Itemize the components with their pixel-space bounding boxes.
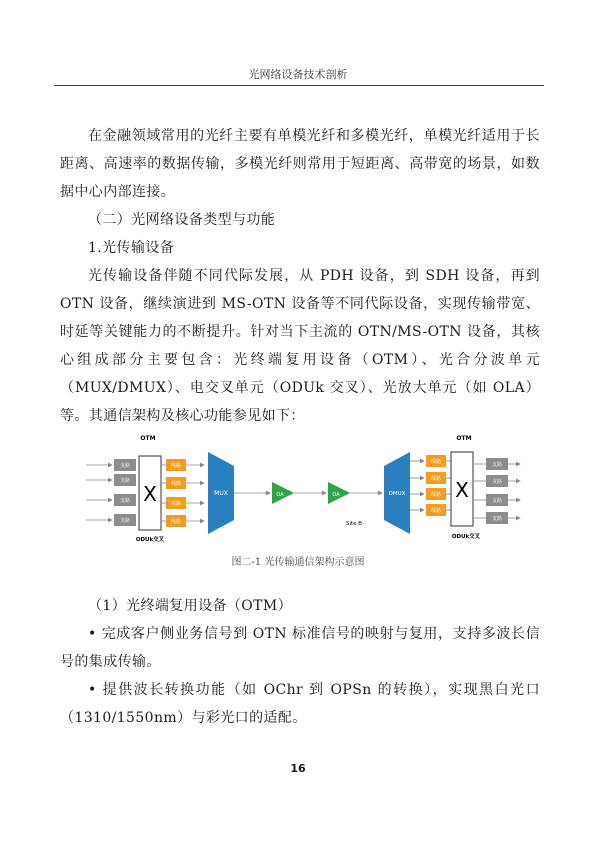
subsection-heading-transmission: 1.光传输设备 — [88, 240, 175, 256]
optical-amplifier-left — [272, 482, 294, 504]
dmux-label: DMUX — [388, 491, 406, 497]
right-client-outputs — [473, 458, 520, 524]
architecture-diagram — [86, 430, 522, 542]
optical-amplifier-right — [328, 482, 350, 504]
line-box-label: 线路 — [170, 519, 182, 525]
left-cross-connect — [139, 456, 161, 530]
oa-label: OA — [332, 492, 340, 498]
line-box-label: 线路 — [430, 492, 442, 498]
line-box-label: 线路 — [170, 501, 182, 507]
oa-label: OA — [276, 492, 284, 498]
page-header: 光网络设备技术剖析 — [248, 68, 348, 81]
right-cross-connect — [451, 452, 473, 526]
right-line-boxes — [410, 455, 451, 516]
client-box-label: 支路 — [119, 463, 131, 469]
client-box-label: 支路 — [491, 479, 503, 485]
line-box-label: 线路 — [430, 476, 442, 482]
client-box-label: 支路 — [491, 516, 503, 522]
mux-label: MUX — [214, 490, 228, 497]
oduk-left-label: ODUk交叉 — [135, 537, 165, 542]
cross-symbol: X — [143, 482, 157, 506]
client-box-label: 支路 — [119, 498, 131, 504]
figure-caption: 图二-1 光传输通信架构示意图 — [231, 557, 365, 568]
page-number: 16 — [290, 762, 306, 775]
line-box-label: 线路 — [430, 508, 442, 514]
paragraph-transmission-devices: 光传输设备伴随不同代际发展，从 PDH 设备，到 SDH 设备，再到 OTN 设备，继续演进到 MS-OTN 设备等不同代际设备，实现传输带宽、时延等关键能力的不断提升。针对当下主流的 OTN/MS-OTN 设备，其核心组成部分主要包含：光终端复用设备（OTM）、光合分波单元（MUX/DMUX）、电交叉单元（ODUk 交叉）、光放大单元（如 OLA）等。其通信架构及核心功能参见如下： — [60, 268, 540, 424]
left-line-boxes — [161, 459, 204, 527]
client-box-label: 支路 — [119, 518, 131, 524]
left-client-inputs — [86, 459, 136, 526]
line-box-label: 线路 — [170, 481, 182, 487]
client-box-label: 支路 — [119, 478, 131, 484]
subsection-heading-otm: （1）光终端复用设备（OTM） — [88, 598, 293, 614]
dmux — [384, 452, 410, 534]
line-box-label: 线路 — [170, 463, 182, 469]
bullet-wavelength-conversion: • 提供波长转换功能（如 OChr 到 OPSn 的转换），实现黑白光口（1310/1550nm）与彩光口的适配。 — [60, 682, 540, 726]
site-b-label: Site B — [345, 521, 363, 527]
bullet-signal-mapping: • 完成客户侧业务信号到 OTN 标准信号的映射与复用，支持多波长信号的集成传输。 — [60, 626, 540, 670]
line-box-label: 线路 — [430, 459, 442, 465]
client-box-label: 支路 — [491, 462, 503, 468]
mux — [208, 452, 234, 534]
section-heading-device-types: （二）光网络设备类型与功能 — [88, 212, 276, 228]
architecture-svg — [86, 430, 522, 542]
otm-left-label: OTM — [140, 435, 156, 442]
cross-symbol: X — [455, 478, 469, 502]
client-box-label: 支路 — [491, 498, 503, 504]
oduk-right-label: ODUk交叉 — [451, 534, 481, 540]
paragraph-fiber-types: 在金融领域常用的光纤主要有单模光纤和多模光纤，单模光纤适用于长距离、高速率的数据传输，多模光纤则常用于短距离、高带宽的场景，如数据中心内部连接。 — [60, 128, 540, 200]
header-rule — [54, 85, 544, 86]
otm-right-label: OTM — [456, 435, 472, 442]
